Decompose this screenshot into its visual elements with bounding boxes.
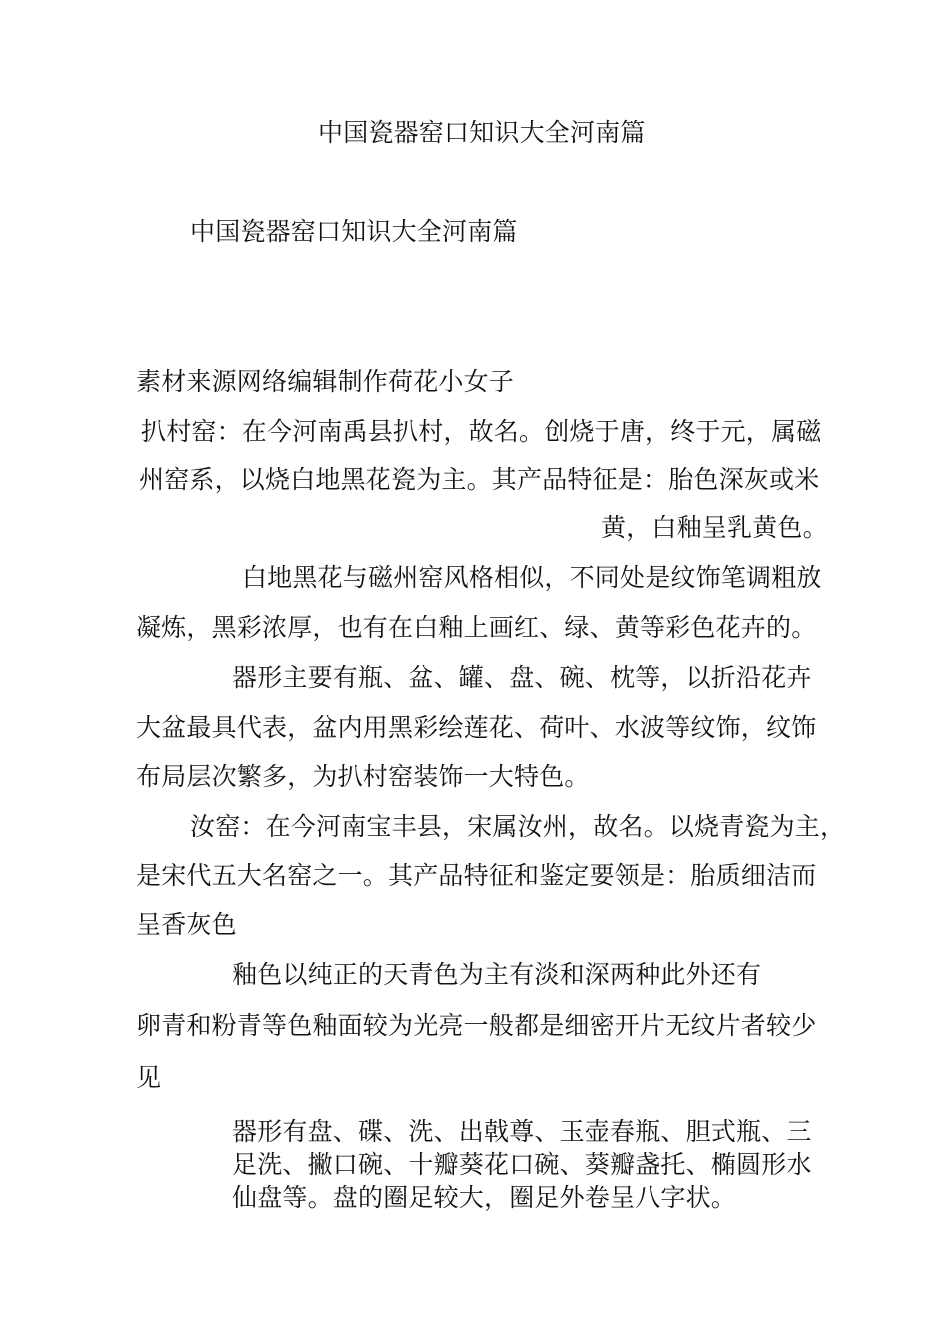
ru-form-line-3: 仙盘等。盘的圈足较大，圈足外卷呈八字状。	[232, 1183, 737, 1212]
pacun-kiln-line-3: 黄，白釉呈乳黄色。	[601, 513, 828, 542]
ru-glaze-line-2: 卵青和粉青等色釉面较为光亮一般都是细密开片无纹片者较少	[136, 1011, 817, 1040]
source-credit: 素材来源网络编辑制作荷花小女子	[136, 367, 515, 396]
ru-glaze-line-1: 釉色以纯正的天青色为主有淡和深两种此外还有	[232, 960, 762, 989]
pacun-form-line-3: 布局层次繁多，为扒村窑装饰一大特色。	[136, 762, 590, 791]
pacun-kiln-line-2: 州窑系，以烧白地黑花瓷为主。其产品特征是：胎色深灰或米	[139, 465, 820, 494]
pacun-style-line-1: 白地黑花与磁州窑风格相似，不同处是纹饰笔调粗放	[242, 563, 822, 592]
pacun-form-line-2: 大盆最具代表，盆内用黑彩绘莲花、荷叶、水波等纹饰，纹饰	[136, 713, 817, 742]
ru-kiln-line-1: 汝窑：在今河南宝丰县，宋属汝州，故名。以烧青瓷为主，	[190, 812, 846, 841]
pacun-form-line-1: 器形主要有瓶、盆、罐、盘、碗、枕等，以折沿花卉	[232, 663, 812, 692]
pacun-style-line-2: 凝炼，黑彩浓厚，也有在白釉上画红、绿、黄等彩色花卉的。	[136, 613, 817, 642]
ru-form-line-2: 足洗、撇口碗、十瓣葵花口碗、葵瓣盏托、椭圆形水	[232, 1150, 812, 1179]
ru-kiln-line-2: 是宋代五大名窑之一。其产品特征和鉴定要领是：胎质细洁而	[136, 861, 817, 890]
document-subtitle: 中国瓷器窑口知识大全河南篇	[190, 217, 518, 246]
pacun-kiln-line-1: 扒村窑：在今河南禹县扒村，故名。创烧于唐，终于元，属磁	[141, 417, 822, 446]
ru-kiln-line-3: 呈香灰色	[136, 910, 237, 939]
document-title: 中国瓷器窑口知识大全河南篇	[318, 118, 646, 147]
ru-glaze-line-3: 见	[136, 1063, 162, 1092]
ru-form-line-1: 器形有盘、碟、洗、出戟尊、玉壶春瓶、胆式瓶、三	[232, 1117, 812, 1146]
